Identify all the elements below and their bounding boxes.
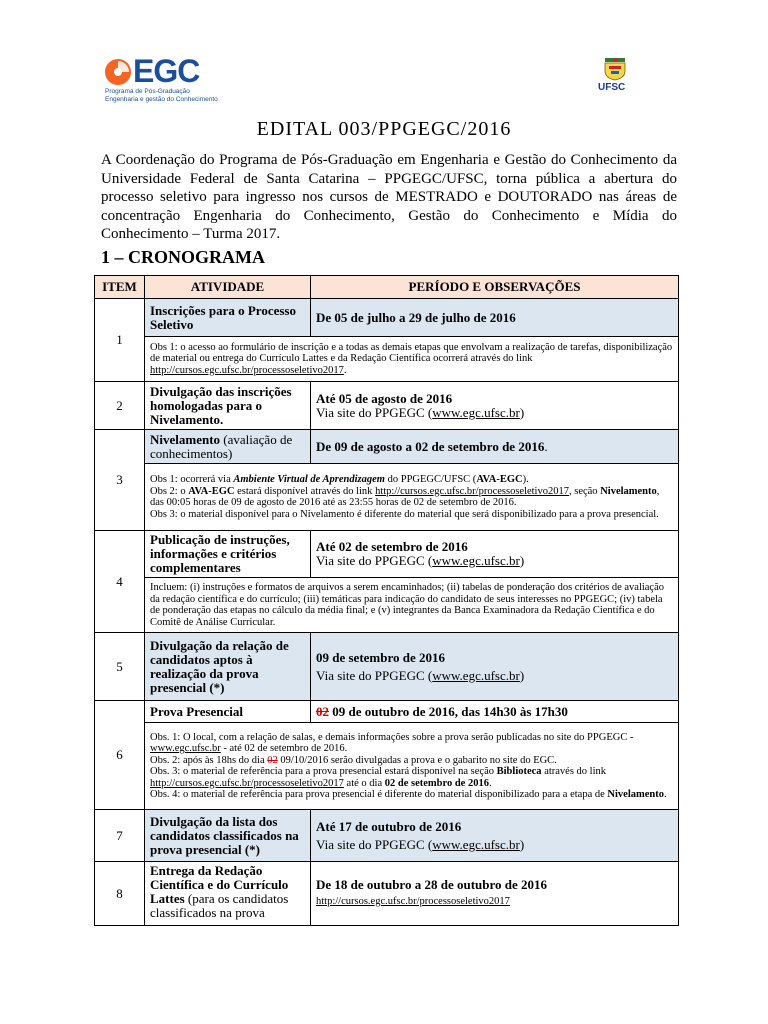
via-link[interactable]: www.egc.ufsc.br [432,404,520,420]
activity-cell: Divulgação das inscrições homologadas para o Nivelamento. [145,382,311,430]
section-heading: 1 – CRONOGRAMA [101,247,265,267]
activity-bold: Nivelamento [150,431,221,447]
ufsc-logo-word: UFSC [598,82,626,93]
obs-text: , das 00:05 horas de 09 de agosto de 2016 até as 23:55 horas de 02 de setembro de 2016. [150,485,660,508]
obs-line-3: Obs 3: o material disponível para o Nivelamento é diferente do material que será disponibilizado para a prova presencial. [150,508,659,520]
via-link[interactable]: www.egc.ufsc.br [432,553,520,568]
item-number: 8 [95,862,145,926]
activity-cell: Inscrições para o Processo Seletivo [145,299,311,337]
table-row [95,299,679,337]
table-row-obs [95,464,679,531]
table-row [95,531,679,578]
period-cell [311,633,679,701]
period-date: Até 02 de setembro de 2016 [316,539,468,554]
period-link[interactable]: http://cursos.egc.ufsc.br/processoseletivo2017 [316,896,510,907]
obs-text: até o dia [343,777,385,789]
table-row-obs [95,337,679,382]
observation-cell [145,723,679,810]
period-cell [311,862,679,926]
period-via [316,838,673,852]
egc-logo-word: EGC [133,53,200,89]
observation-cell [145,337,679,382]
item-number: 5 [95,633,145,701]
via-link[interactable]: www.egc.ufsc.br [432,667,520,683]
obs-line-2 [150,755,673,767]
period-cell [311,430,679,464]
obs-text: do PPGEGC/UFSC ( [384,474,477,485]
obs-text: - até 02 de setembro de 2016. [220,743,348,754]
table-row [95,633,679,701]
period-date: Até 05 de agosto de 2016 [316,390,453,406]
obs-text: , seção [568,485,601,497]
obs-bold: Biblioteca [496,766,542,777]
obs-text: através do link [541,766,607,777]
obs-bold: Nivelamento [600,485,657,497]
obs-text: estará disponível através do link [234,485,376,497]
period-cell [311,810,679,862]
header-periodo: PERÍODO E OBSERVAÇÕES [311,276,679,299]
via-text: Via site do PPGEGC ( [316,836,433,852]
period-cell [311,382,679,430]
activity-rest: (para os candidatos classificados na prova [150,891,289,920]
obs-text: . [663,789,667,800]
egc-logo-subtitle [105,88,245,103]
obs-text-end: . [343,364,347,376]
period-cell: De 05 de julho a 29 de julho de 2016 [311,299,679,337]
activity-cell [145,862,311,926]
item-number: 2 [95,382,145,430]
observation-cell: Incluem: (i) instruções e formatos de arquivos a serem encaminhados; (ii) tabelas de ponderação dos critérios de avaliação da redação científica e do currículo; (iii) temáticas para indicação do candidato de seus interesses no PPGEGC; (iv) tabela de ponderação das etapas no cálculo da média final; e (v) integrantes da Banca Examinadora da Redação Científica e do Comitê de Análise Curricular. [145,578,679,633]
obs-link[interactable]: http://cursos.egc.ufsc.br/processoseletivo2017 [150,777,344,789]
intro-paragraph: A Coordenação do Programa de Pós-Graduação em Engenharia e Gestão do Conhecimento da Universidade Federal de Santa Catarina – PPGEGC/UFSC, torna pública a abertura do processo seletivo para ingresso nos cursos de MESTRADO e DOUTORADO nas áreas de concentração Engenharia do Conhecimento, Gestão do Conhecimento e Mídia do Conhecimento – Turma 2017. [101,152,677,242]
obs-bold: Nivelamento [607,789,664,800]
activity-cell: Divulgação da lista dos candidatos classificados na prova presencial (*) [145,810,311,862]
period-date: 09 de setembro de 2016 [316,649,446,665]
ufsc-crest-icon [602,55,628,81]
ufsc-logo [598,55,632,95]
observation-cell [145,464,679,531]
table-row [95,701,679,723]
obs-text: ). [522,474,529,485]
table-row [95,382,679,430]
item-number: 6 [95,701,145,810]
egc-subtitle-line-2: Engenharia e gestão do Conhecimento [105,95,218,103]
period-cell [311,701,679,723]
activity-cell: Publicação de instruções, informações e critérios complementares [145,531,311,578]
obs-text: Obs 1: o acesso ao formulário de inscrição e a todas as demais etapas que envolvam a realização de tarefas, disponibilização de material ou entrega do Currículo Lattes e da Redação Científica ocorrerá através do link [150,341,673,365]
activity-cell: Prova Presencial [145,701,311,723]
obs-bold: AVA-EGC [476,474,523,485]
obs-line-4 [150,789,673,801]
obs-line-3 [150,766,673,789]
obs-text: Obs. 4: o material de referência para prova presencial é diferente do material disponibilizado para a etapa de [150,789,608,800]
obs-link[interactable]: http://cursos.egc.ufsc.br/processoseletivo2017 [375,485,569,497]
egc-logo-icon [103,57,133,87]
obs-text: Obs. 1: O local, com a relação de salas, e demais informações sobre a prova serão publicadas no site do PPGEGC - [150,731,634,743]
via-text: Via site do PPGEGC ( [316,667,433,683]
table-row-obs [95,723,679,810]
table-row [95,862,679,926]
obs-text: Obs 1: ocorrerá via [150,474,234,485]
obs-bold: AVA-EGC [188,485,235,497]
obs-line-1 [150,474,673,486]
obs-link[interactable]: www.egc.ufsc.br [150,743,221,754]
via-text-end: ) [519,836,525,852]
document-title: EDITAL 003/PPGEGC/2016 [256,118,512,140]
item-number: 7 [95,810,145,862]
period-via [316,406,673,420]
activity-rest: (avaliação de conhecimentos) [150,431,293,461]
period-end: . [544,438,548,454]
item-number: 3 [95,430,145,531]
obs-bold: 02 de setembro de 2016 [384,777,489,789]
obs-text: Obs. 3: o material de referência para a prova presencial estará disponível na seção [150,766,497,777]
egc-subtitle-line-1: Programa de Pós-Graduação [105,88,190,95]
obs-line-1 [150,732,673,755]
via-link[interactable]: www.egc.ufsc.br [432,836,520,852]
table-row [95,810,679,862]
obs-text: . [488,777,492,789]
table-header-row [95,276,679,299]
period-struck-value: 02 [316,703,329,719]
period-date: Até 17 de outubro de 2016 [316,818,462,834]
item-number: 1 [95,299,145,382]
via-text: Via site do PPGEGC ( [316,404,433,420]
table-row [95,430,679,464]
period-date: De 09 de agosto a 02 de setembro de 2016 [316,438,545,454]
obs-text: Obs 2: o [150,485,189,497]
obs-text: 09/10/2016 serão divulgadas a prova e o gabarito no site do EGC. [277,754,557,766]
via-text-end: ) [519,404,525,420]
via-text: Via site do PPGEGC ( [316,553,433,568]
egc-logo [103,55,233,107]
obs-emphasis: Ambiente Virtual de Aprendizagem [233,474,385,485]
period-date: 09 de outubro de 2016, das 14h30 às 17h30 [329,703,568,719]
schedule-table [94,275,679,926]
obs-line-2 [150,486,673,509]
obs-struck-value: 02 [267,754,278,766]
header-atividade: ATIVIDADE [145,276,311,299]
header-item: ITEM [95,276,145,299]
activity-cell [145,430,311,464]
via-text-end: ) [519,667,525,683]
period-cell [311,531,679,578]
table-row-obs [95,578,679,633]
obs-link[interactable]: http://cursos.egc.ufsc.br/processoseletivo2017 [150,364,344,376]
period-date: De 18 de outubro a 28 de outubro de 2016 [316,877,548,892]
via-text-end: ) [519,553,525,568]
activity-bold: Entrega da Redação Científica e do Currículo Lattes [150,863,289,906]
item-number: 4 [95,531,145,633]
period-via [316,554,673,568]
activity-cell: Divulgação da relação de candidatos aptos à realização da prova presencial (*) [145,633,311,701]
period-via [316,669,673,683]
obs-text: Obs. 2: após às 18hs do dia [150,754,268,766]
